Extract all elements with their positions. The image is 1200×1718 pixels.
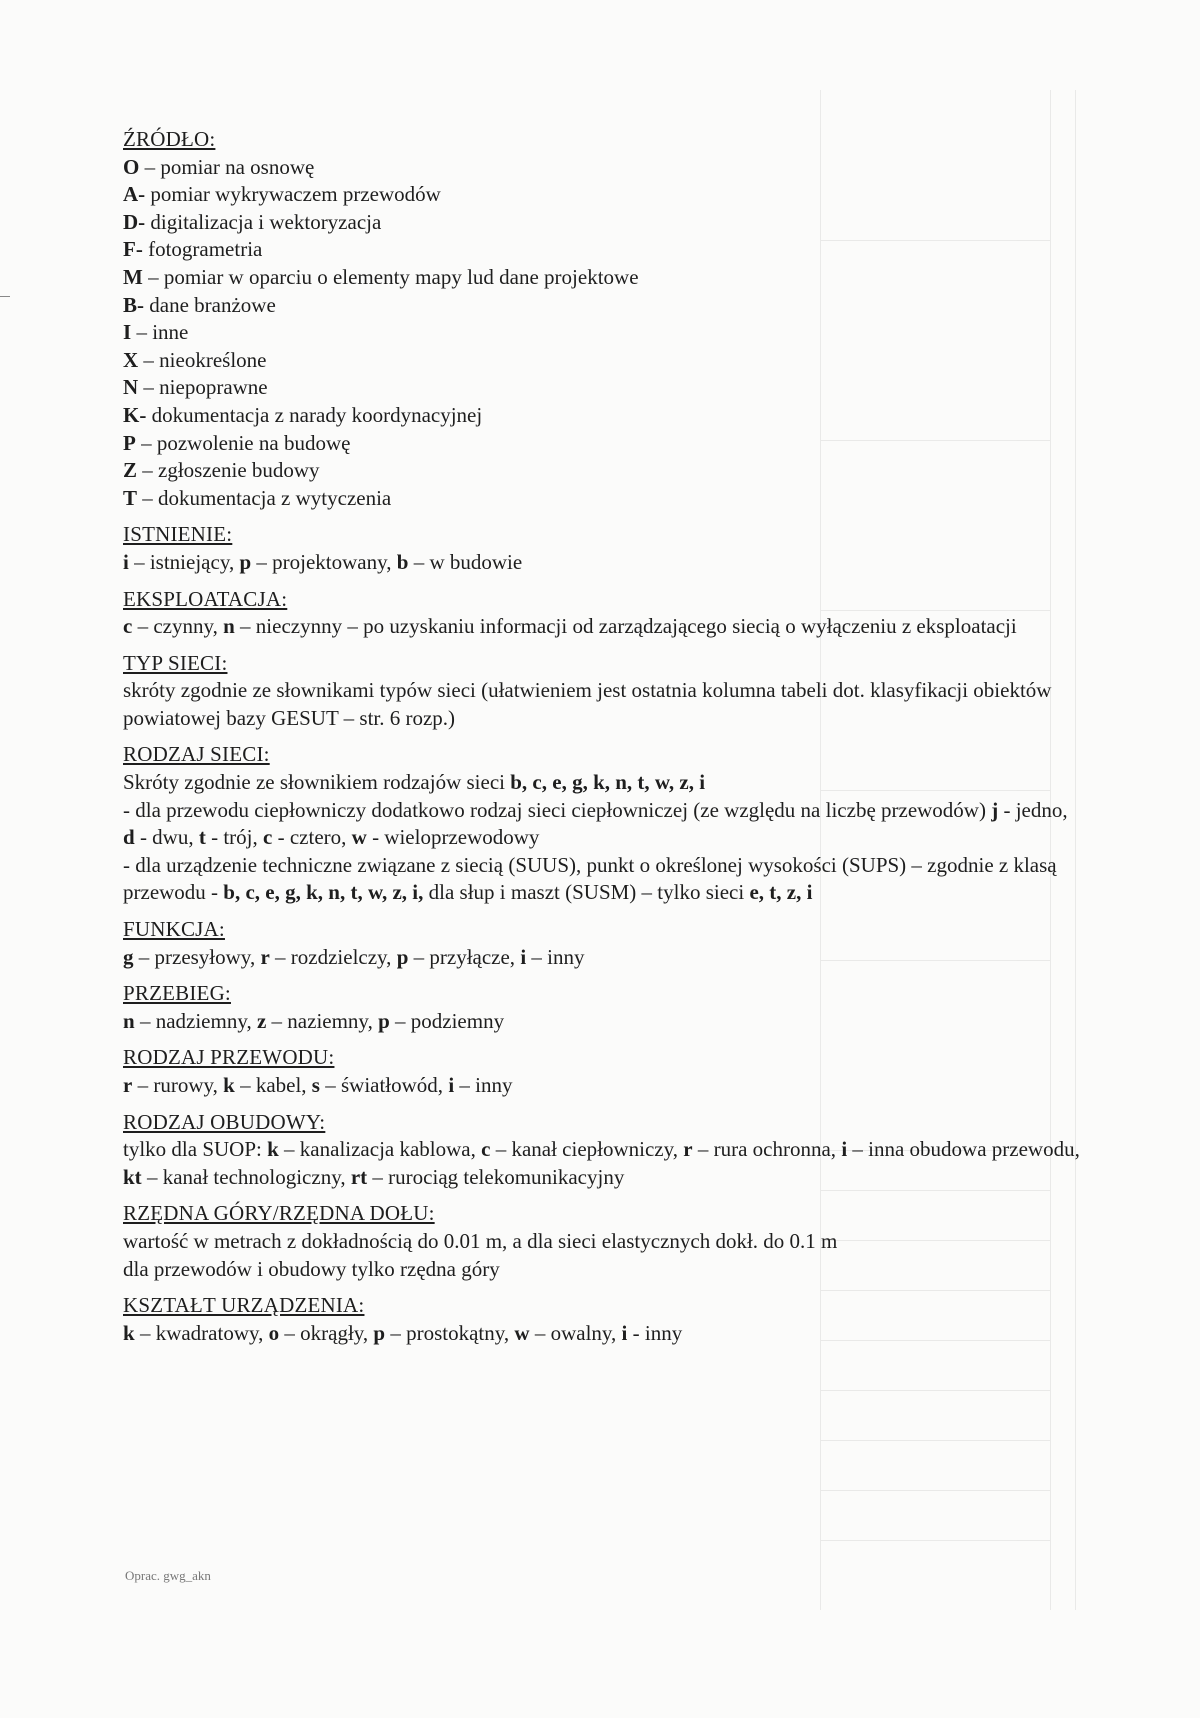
section-rodzaj-przewodu	[123, 1044, 1083, 1099]
description-text: – okrągły,	[279, 1320, 374, 1345]
code-abbrev: i	[448, 1073, 455, 1097]
code-abbrev: i	[841, 1137, 848, 1162]
description-text: – rozdzielczy,	[269, 944, 397, 969]
separator: –	[138, 347, 160, 372]
description-text: – naziemny,	[266, 1008, 379, 1033]
code-abbrev: rt	[350, 1164, 368, 1189]
description-text: pomiar w oparciu o elementy mapy lud dane projektowe	[163, 264, 639, 289]
separator: –	[138, 375, 160, 400]
description-text: dokumentacja z narady koordynacyjnej	[151, 402, 483, 427]
description-text: – czynny,	[132, 614, 224, 639]
section-heading: RODZAJ SIECI:	[123, 742, 270, 767]
section-heading: PRZEBIEG:	[123, 981, 231, 1006]
description-text: – światłowód,	[319, 1073, 449, 1097]
legend-item	[123, 374, 1083, 402]
code-abbrev: r	[260, 944, 270, 969]
section-przebieg	[123, 980, 1083, 1035]
legend-item	[123, 181, 1083, 209]
section-paragraph	[123, 1256, 1083, 1284]
description-text: pomiar na osnowę	[160, 154, 315, 179]
code-abbrev: z	[256, 1008, 267, 1033]
description-text: – kanalizacja kablowa,	[278, 1137, 482, 1162]
description-text: – w budowie	[408, 549, 523, 574]
description-text: dane branżowe	[149, 292, 276, 317]
code-abbrev: A-	[123, 182, 146, 207]
description-text: – istniejący,	[128, 549, 240, 574]
description-text: – inny	[454, 1073, 513, 1097]
code-abbrev: p	[239, 549, 252, 574]
separator: –	[137, 458, 159, 483]
code-abbrev: T	[123, 485, 138, 510]
code-abbrev: c	[123, 614, 133, 639]
description-text: fotogrametria	[148, 237, 263, 262]
legend-item	[123, 485, 1083, 513]
code-abbrev: w	[514, 1320, 530, 1345]
legend-item	[123, 347, 1083, 375]
description-text: - cztero,	[272, 825, 352, 850]
section-istnienie	[123, 521, 1083, 576]
code-abbrev: r	[683, 1137, 693, 1162]
code-abbrev: r	[123, 1073, 133, 1097]
section-paragraph	[123, 769, 1083, 797]
section-r-d-o	[123, 126, 1083, 512]
description-text: skróty zgodnie ze słownikami typów sieci (ułatwieniem jest ostatnia kolumna tabeli dot. klasyfikacji obiektów powiatowej bazy GESUT – str. 6 rozp.)	[123, 678, 1052, 730]
description-text: – przyłącze,	[408, 944, 521, 969]
section-text	[123, 944, 1083, 972]
code-abbrev: p	[378, 1008, 390, 1033]
description-text: digitalizacja i wektoryzacja	[150, 209, 382, 234]
code-abbrev: k	[267, 1137, 279, 1162]
separator: –	[137, 485, 159, 510]
description-text: – kanał technologiczny,	[141, 1164, 351, 1189]
section-text	[123, 1320, 1083, 1348]
description-text: zgłoszenie budowy	[158, 458, 320, 483]
section-rodzaj-sieci	[123, 741, 1083, 907]
description-text: – podziemny	[389, 1008, 505, 1033]
code-abbrev: F-	[123, 237, 143, 262]
code-abbrev: j	[991, 797, 999, 822]
footer-note: Oprac. gwg_akn	[125, 1568, 211, 1583]
legend-item	[123, 457, 1083, 485]
section-kszta-t-urz-dzenia	[123, 1292, 1083, 1347]
section-typ-sieci	[123, 650, 1083, 733]
description-text: – nieczynny – po uzyskaniu informacji od zarządzającego siecią o wyłączeniu z eksploatacji	[234, 614, 1017, 639]
legend-item	[123, 209, 1083, 237]
description-text: – kabel,	[234, 1073, 312, 1097]
description-text: – nadziemny,	[134, 1008, 257, 1033]
description-text: dokumentacja z wytyczenia	[158, 485, 392, 510]
code-abbrev: i	[621, 1320, 628, 1345]
legend-item	[123, 264, 1083, 292]
code-abbrev: c	[481, 1137, 491, 1162]
separator: –	[142, 264, 164, 289]
section-heading: KSZTAŁT URZĄDZENIA:	[123, 1293, 365, 1318]
description-text: – inny	[526, 944, 585, 969]
code-abbrev: B-	[123, 292, 144, 317]
separator: –	[139, 154, 161, 179]
section-text	[123, 677, 1083, 732]
section-text	[123, 1072, 1083, 1100]
code-abbrev: i	[123, 549, 129, 574]
description-text: – inna obudowa przewodu,	[847, 1137, 1080, 1162]
description-text: pozwolenie na budowę	[156, 430, 351, 455]
code-abbrev: M	[123, 264, 143, 289]
code-abbrev: n	[123, 1008, 135, 1033]
section-heading: ISTNIENIE:	[123, 522, 233, 547]
code-abbrev: n	[223, 614, 235, 639]
description-text: – prostokątny,	[385, 1320, 515, 1345]
section-text	[123, 1008, 1083, 1036]
description-text: – owalny,	[529, 1320, 622, 1345]
code-abbrev: O	[123, 154, 140, 179]
section-paragraph	[123, 797, 1083, 852]
legend-item	[123, 292, 1083, 320]
description-text: – projektowany,	[251, 549, 397, 574]
description-text: – rurowy,	[132, 1073, 224, 1097]
code-abbrev: i	[520, 944, 527, 969]
description-text: - dla urządzenie techniczne związane z siecią (SUUS), punkt o określonej wysokości (SUPS) – zgodnie z klasą przewodu -	[123, 852, 1057, 905]
section-eksploatacja	[123, 586, 1083, 641]
code-abbrev: p	[396, 944, 409, 969]
description-text: – rura ochronna,	[692, 1137, 842, 1162]
description-text: pomiar wykrywaczem przewodów	[150, 182, 441, 207]
description-text: – kwadratowy,	[134, 1320, 269, 1345]
description-text: - dwu,	[134, 825, 199, 850]
code-abbrev: p	[373, 1320, 386, 1345]
section-heading: EKSPLOATACJA:	[123, 586, 288, 611]
separator: –	[131, 320, 153, 345]
section-text	[123, 549, 1083, 577]
code-abbrev: c	[263, 825, 273, 850]
description-text: dla przewodów i obudowy tylko rzędna góry	[123, 1256, 500, 1281]
description-text: - inny	[627, 1320, 683, 1345]
description-text: - trój,	[205, 825, 264, 850]
section-heading: ŹRÓDŁO:	[123, 127, 216, 151]
description-text: – rurociąg telekomunikacyjny	[367, 1164, 625, 1189]
section-paragraph	[123, 1228, 1083, 1256]
description-text: niepoprawne	[159, 375, 268, 400]
section-heading: RODZAJ OBUDOWY:	[123, 1109, 326, 1134]
description-text: - dla przewodu ciepłowniczy dodatkowo rodzaj sieci ciepłowniczej (ze względu na liczbę przewodów)	[123, 797, 992, 822]
section-heading: RODZAJ PRZEWODU:	[123, 1045, 335, 1070]
section-paragraph	[123, 852, 1083, 907]
legend-content	[123, 126, 1083, 1356]
code-abbrev: kt	[123, 1164, 142, 1189]
section-text	[123, 1136, 1083, 1191]
description-text: tylko dla SUOP:	[123, 1137, 268, 1162]
description-text: dla słup i maszt (SUSM) – tylko sieci	[423, 880, 750, 905]
code-abbrev: d	[123, 825, 135, 850]
code-abbrev: s	[311, 1073, 320, 1097]
code-abbrev: N	[123, 375, 139, 400]
code-abbrev: P	[123, 430, 136, 455]
section-heading: TYP SIECI:	[123, 650, 228, 675]
code-abbrev: e, t, z, i	[749, 880, 813, 905]
description-text: wartość w metrach z dokładnością do 0.01 m, a dla sieci elastycznych dokł. do 0.1 m	[123, 1228, 838, 1253]
legend-item	[123, 154, 1083, 182]
section-rz-dna-g-ry-rz-dna-do-u	[123, 1200, 1083, 1283]
code-abbrev: b	[396, 549, 409, 574]
code-abbrev: b, c, e, g, k, n, t, w, z, i	[510, 770, 706, 795]
legend-item	[123, 319, 1083, 347]
code-abbrev: w	[351, 825, 367, 850]
description-text: inne	[152, 320, 189, 345]
description-text: – przesyłowy,	[133, 944, 261, 969]
code-abbrev: k	[223, 1073, 235, 1097]
code-abbrev: t	[198, 825, 206, 850]
legend-item	[123, 236, 1083, 264]
description-text: – kanał ciepłowniczy,	[490, 1137, 684, 1162]
code-abbrev: X	[123, 347, 139, 372]
section-rodzaj-obudowy	[123, 1109, 1083, 1192]
section-funkcja	[123, 916, 1083, 971]
code-abbrev: k	[123, 1320, 135, 1345]
code-abbrev: g	[123, 944, 134, 969]
section-heading: RZĘDNA GÓRY/RZĘDNA DOŁU:	[123, 1201, 435, 1226]
legend-item	[123, 430, 1083, 458]
code-abbrev: o	[268, 1320, 280, 1345]
section-text	[123, 613, 1083, 641]
code-abbrev: K-	[123, 402, 147, 427]
code-abbrev: b, c, e, g, k, n, t, w, z, i,	[223, 880, 424, 905]
code-abbrev: Z	[123, 458, 138, 483]
description-text: - wieloprzewodowy	[366, 825, 540, 850]
description-text: Skróty zgodnie ze słownikiem rodzajów sieci	[123, 770, 511, 795]
description-text: - jedno,	[998, 797, 1068, 822]
code-abbrev: D-	[123, 209, 146, 234]
margin-mark	[0, 296, 10, 297]
separator: –	[135, 430, 157, 455]
description-text: nieokreślone	[159, 347, 267, 372]
section-heading: FUNKCJA:	[123, 917, 225, 942]
legend-item	[123, 402, 1083, 430]
code-abbrev: I	[123, 320, 132, 345]
